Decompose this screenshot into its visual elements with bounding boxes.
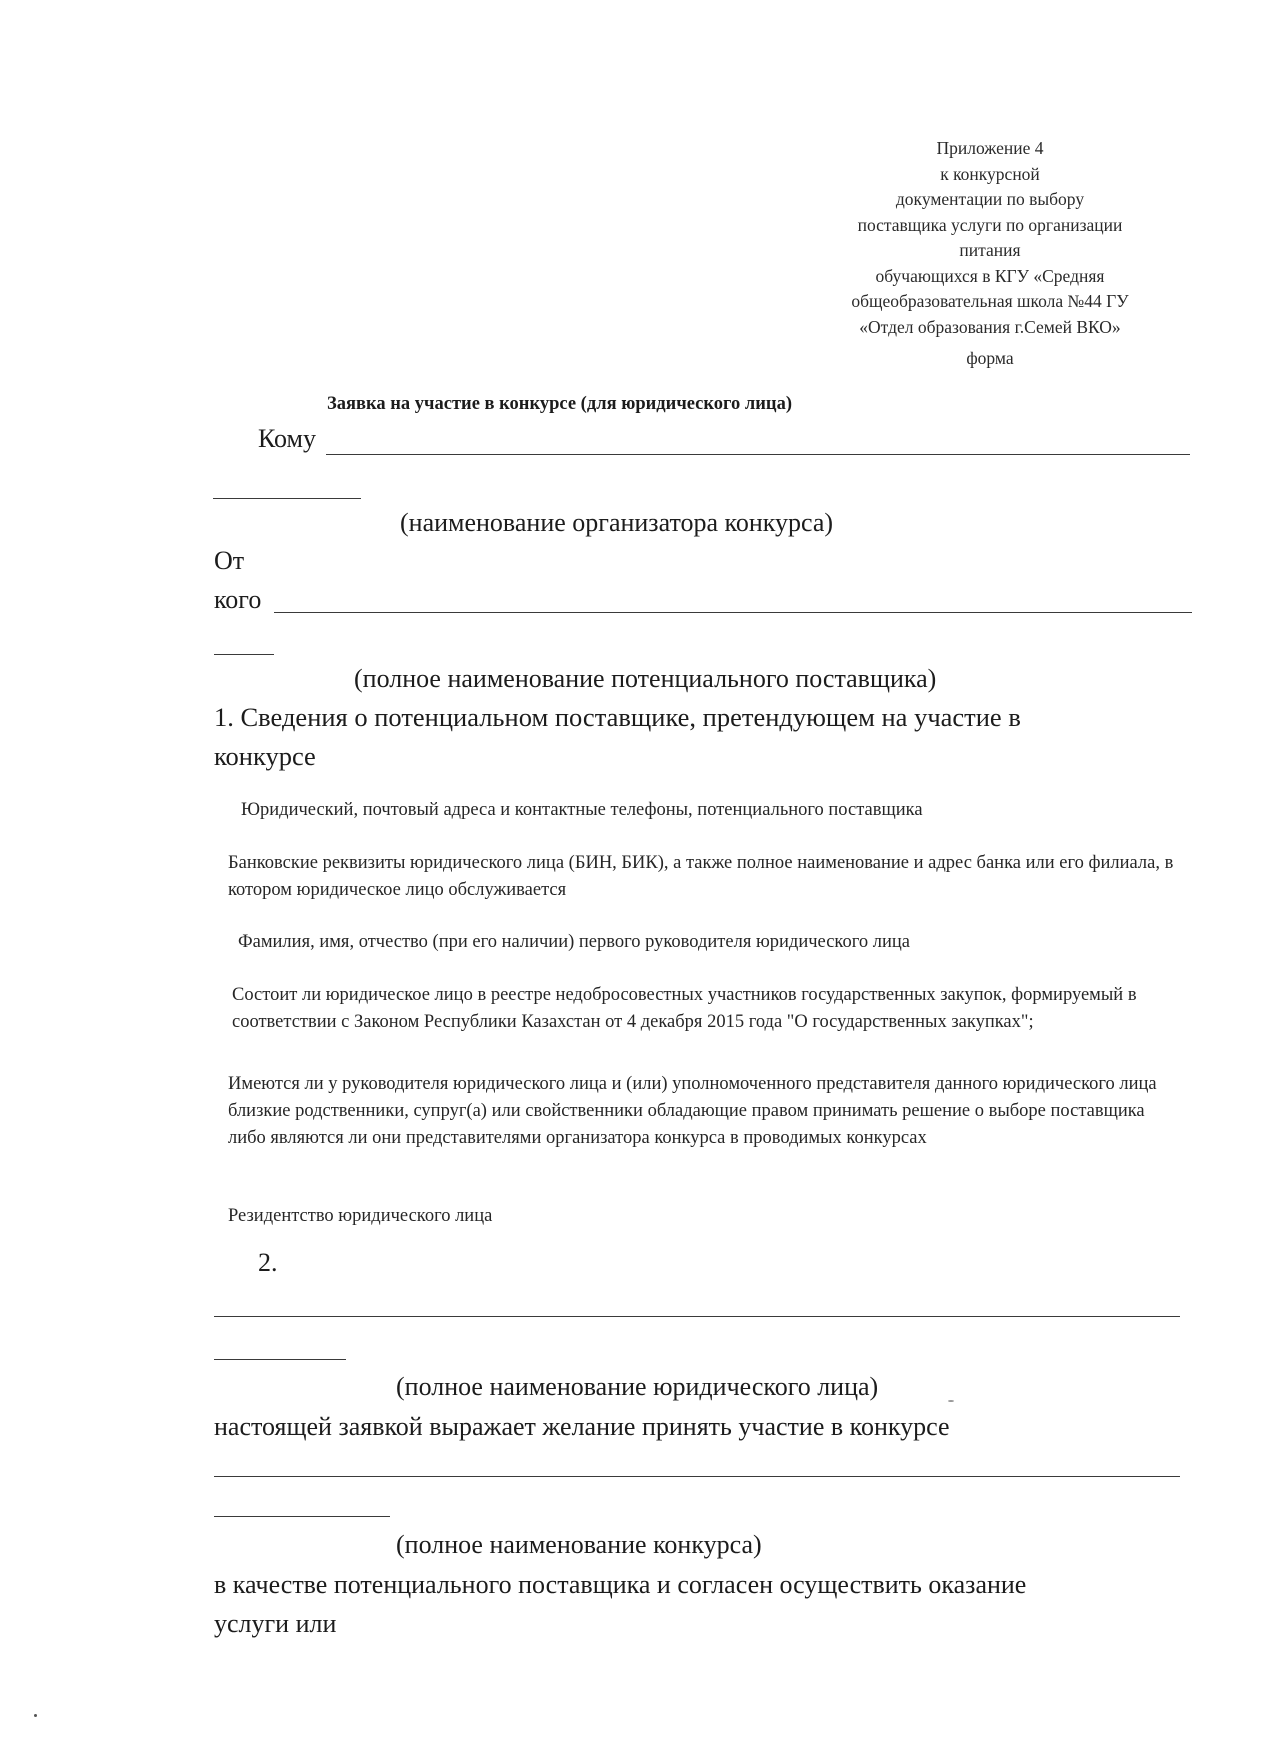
form-label: форма xyxy=(966,348,1014,368)
contest-name-continuation-line xyxy=(214,1516,390,1517)
from-field-continuation-line xyxy=(214,654,274,655)
from-field-line xyxy=(274,612,1192,613)
document-title: Заявка на участие в конкурсе (для юридического лица) xyxy=(327,394,792,414)
to-caption: (наименование организатора конкурса) xyxy=(400,508,834,537)
section2-number: 2. xyxy=(258,1248,278,1277)
appendix-line: общеобразовательная школа №44 ГУ xyxy=(851,291,1129,311)
appendix-header xyxy=(800,136,1180,372)
contest-caption: (полное наименование конкурса) xyxy=(396,1530,762,1559)
from-label-line1: От xyxy=(214,546,245,575)
appendix-line: питания xyxy=(959,240,1021,260)
entity-caption: (полное наименование юридического лица) xyxy=(396,1372,879,1401)
scan-speck xyxy=(948,1400,954,1402)
supplier-info-item: Юридический, почтовый адреса и контактные телефоны, потенциального поставщика xyxy=(241,800,923,820)
from-label-line2: кого xyxy=(214,585,262,614)
supplier-info-item: Банковские реквизиты юридического лица (БИН, БИК), а также полное наименование и адрес банка или его филиала, в котором юридическое лицо обслуживается xyxy=(228,853,1174,900)
appendix-line: Приложение 4 xyxy=(936,138,1044,158)
appendix-line: «Отдел образования г.Семей ВКО» xyxy=(859,316,1121,337)
entity-name-continuation-line xyxy=(214,1359,346,1360)
supplier-info-item: Состоит ли юридическое лицо в реестре недобросовестных участников государственных закупок, формируемый в соответствии с Законом Республики Казахстан от 4 декабря 2015 года "О государственных закупках"; xyxy=(232,985,1137,1032)
section1-heading-line1: 1. Сведения о потенциальном поставщике, претендующем на участие в xyxy=(214,702,1021,732)
section1-heading-line2: конкурсе xyxy=(214,741,316,771)
from-caption: (полное наименование потенциального поставщика) xyxy=(354,664,937,693)
supplier-info-item: Фамилия, имя, отчество (при его наличии) первого руководителя юридического лица xyxy=(238,932,910,952)
entity-name-line xyxy=(214,1316,1180,1317)
supplier-info-item: Резидентство юридического лица xyxy=(228,1206,493,1226)
closing-line2: услуги или xyxy=(214,1609,337,1638)
to-label: Кому xyxy=(258,424,317,453)
supplier-info-item: Имеются ли у руководителя юридического лица и (или) уполномоченного представителя данного юридического лица близкие родственники, супруг(а) или свойственники обладающие правом принимать решение о выборе поставщика либо являются ли они представителями организатора конкурса в проводимых конкурсах xyxy=(228,1074,1157,1148)
scan-speck xyxy=(34,1714,37,1717)
contest-name-line xyxy=(214,1476,1180,1477)
to-field-line xyxy=(326,454,1190,455)
participation-statement: настоящей заявкой выражает желание принять участие в конкурсе xyxy=(214,1412,950,1441)
to-field-continuation-line xyxy=(213,498,361,499)
appendix-line: к конкурсной xyxy=(940,163,1040,184)
closing-line1: в качестве потенциального поставщика и согласен осуществить оказание xyxy=(214,1570,1027,1599)
appendix-line: документации по выбору xyxy=(895,189,1085,209)
appendix-line: обучающихся в КГУ «Средняя xyxy=(875,265,1105,286)
appendix-line: поставщика услуги по организации xyxy=(857,214,1123,235)
